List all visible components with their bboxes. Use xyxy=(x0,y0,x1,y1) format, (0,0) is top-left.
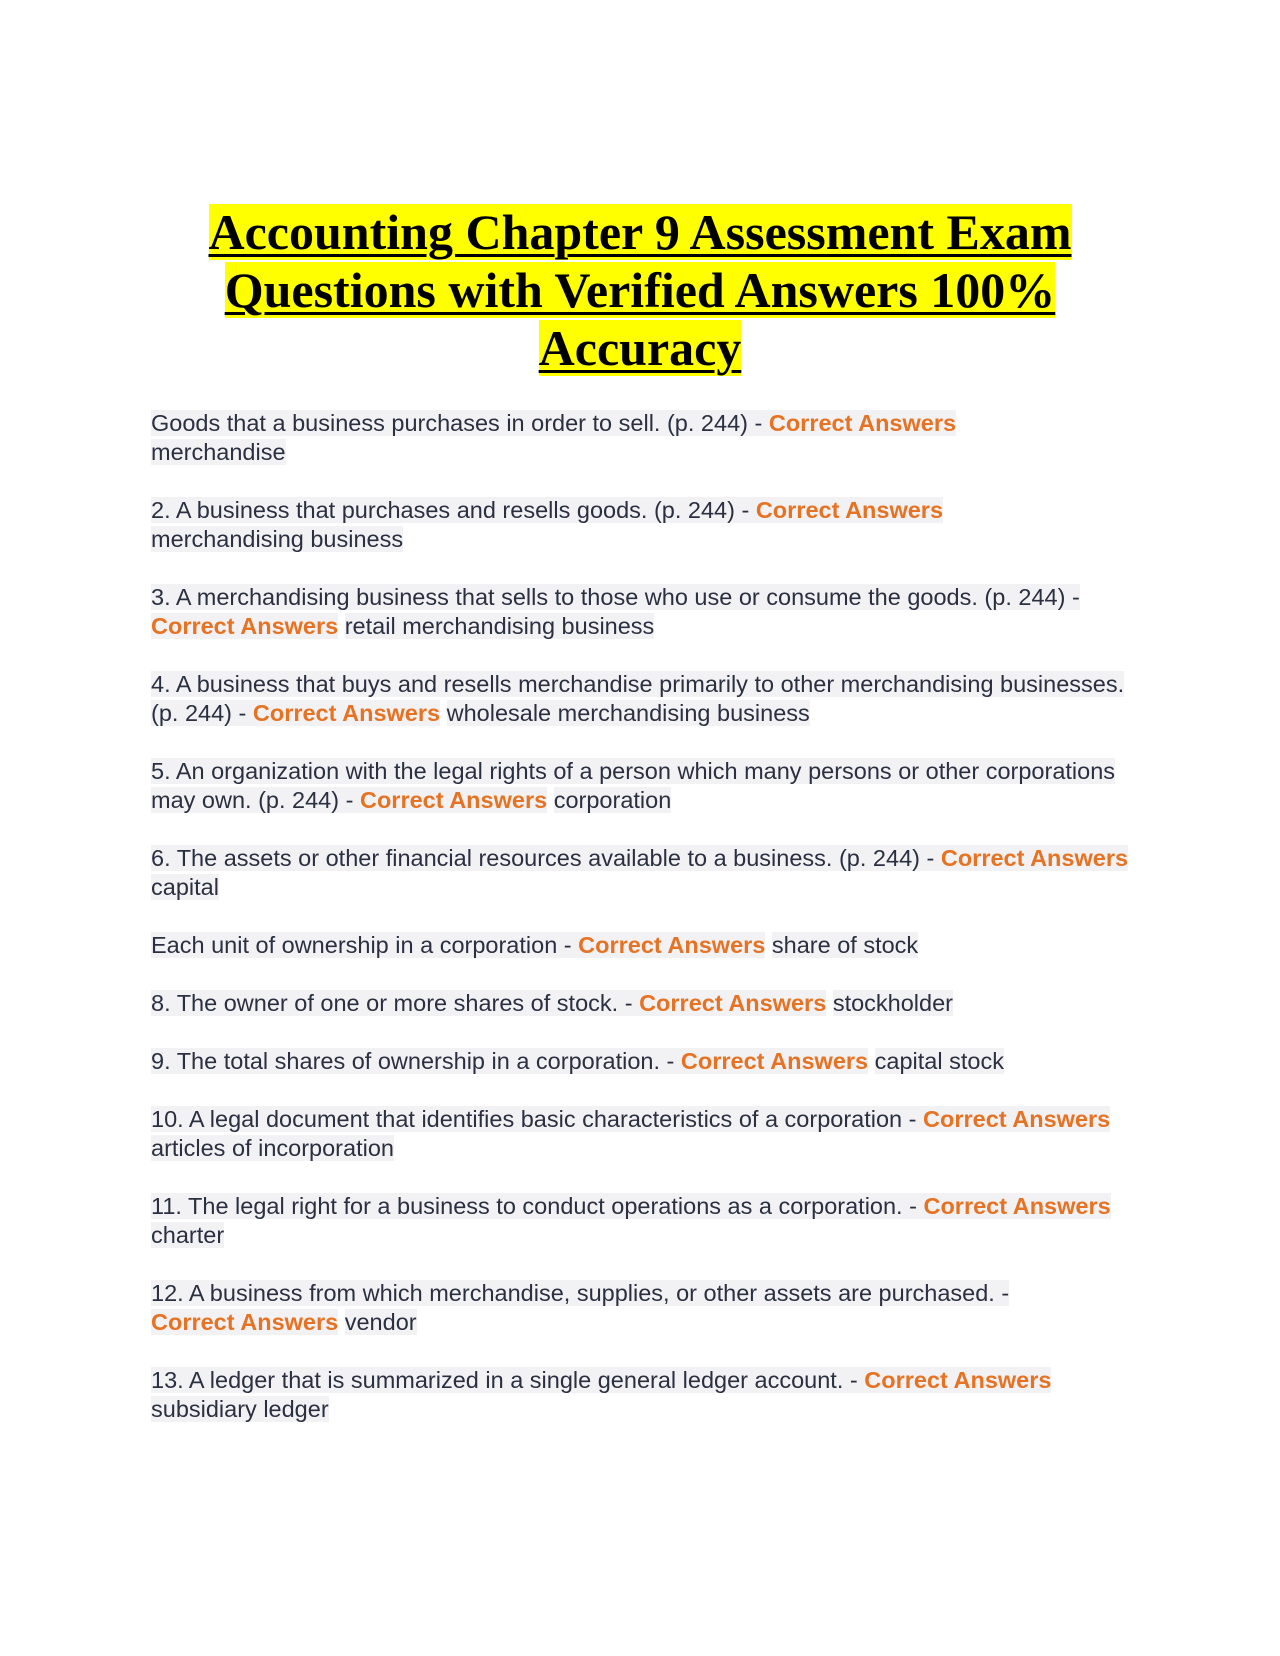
answer-text: subsidiary ledger xyxy=(151,1396,329,1422)
question-text: 6. The assets or other financial resources available to a business. (p. 244) - xyxy=(151,845,941,871)
question-text: 2. A business that purchases and resells goods. (p. 244) - xyxy=(151,497,756,523)
correct-answers-label: Correct Answers xyxy=(151,613,339,639)
question-text: 5. An organization with the legal rights of a person which many persons or other corporations may own. (p. 244) - xyxy=(151,758,1116,813)
title-line-1: Accounting Chapter 9 Assessment Exam xyxy=(208,204,1072,260)
qa-list xyxy=(151,409,1136,1453)
question-text: 12. A business from which merchandise, supplies, or other assets are purchased. - xyxy=(151,1280,1010,1306)
question-text: 10. A legal document that identifies basic characteristics of a corporation - xyxy=(151,1106,924,1132)
qa-item xyxy=(151,844,1136,902)
correct-answers-label: Correct Answers xyxy=(578,932,766,958)
correct-answers-label: Correct Answers xyxy=(151,1309,339,1335)
answer-text: corporation xyxy=(553,787,672,813)
title-line-2: Questions with Verified Answers 100% xyxy=(224,262,1056,318)
correct-answers-label: Correct Answers xyxy=(940,845,1129,871)
qa-item xyxy=(151,1105,1136,1163)
qa-item xyxy=(151,989,1136,1018)
qa-item xyxy=(151,1366,1136,1424)
question-text: 11. The legal right for a business to conduct operations as a corporation. - xyxy=(151,1193,924,1219)
correct-answers-label: Correct Answers xyxy=(359,787,548,813)
question-text: Goods that a business purchases in order to sell. (p. 244) - xyxy=(151,410,769,436)
question-text: 13. A ledger that is summarized in a single general ledger account. - xyxy=(151,1367,865,1393)
title-line-3: Accuracy xyxy=(538,320,742,376)
qa-item xyxy=(151,670,1136,728)
correct-answers-label: Correct Answers xyxy=(768,410,957,436)
correct-answers-label: Correct Answers xyxy=(755,497,944,523)
document-title xyxy=(190,203,1090,377)
question-text: 4. A business that buys and resells merchandise primarily to other merchandising businesses. (p. 244) - xyxy=(151,671,1125,726)
answer-text: vendor xyxy=(344,1309,417,1335)
answer-text: capital stock xyxy=(874,1048,1004,1074)
answer-text: articles of incorporation xyxy=(151,1135,394,1161)
correct-answers-label: Correct Answers xyxy=(639,990,827,1016)
answer-text: share of stock xyxy=(771,932,919,958)
correct-answers-label: Correct Answers xyxy=(923,1193,1111,1219)
answer-text: charter xyxy=(151,1222,225,1248)
correct-answers-label: Correct Answers xyxy=(864,1367,1052,1393)
qa-item xyxy=(151,757,1136,815)
answer-text: wholesale merchandising business xyxy=(446,700,810,726)
qa-item xyxy=(151,1192,1136,1250)
correct-answers-label: Correct Answers xyxy=(923,1106,1111,1132)
qa-item xyxy=(151,1279,1136,1337)
question-text: 9. The total shares of ownership in a corporation. - xyxy=(151,1048,681,1074)
qa-item xyxy=(151,931,1136,960)
answer-text: retail merchandising business xyxy=(344,613,655,639)
question-text: Each unit of ownership in a corporation - xyxy=(151,932,579,958)
qa-item xyxy=(151,1047,1136,1076)
qa-item xyxy=(151,409,1136,467)
correct-answers-label: Correct Answers xyxy=(252,700,441,726)
answer-text: merchandising business xyxy=(151,526,404,552)
answer-text: stockholder xyxy=(832,990,953,1016)
qa-item xyxy=(151,496,1136,554)
question-text: 3. A merchandising business that sells to those who use or consume the goods. (p. 244) - xyxy=(151,584,1080,610)
question-text: 8. The owner of one or more shares of stock. - xyxy=(151,990,640,1016)
answer-text: merchandise xyxy=(151,439,286,465)
answer-text: capital xyxy=(151,874,219,900)
correct-answers-label: Correct Answers xyxy=(680,1048,869,1074)
qa-item xyxy=(151,583,1136,641)
